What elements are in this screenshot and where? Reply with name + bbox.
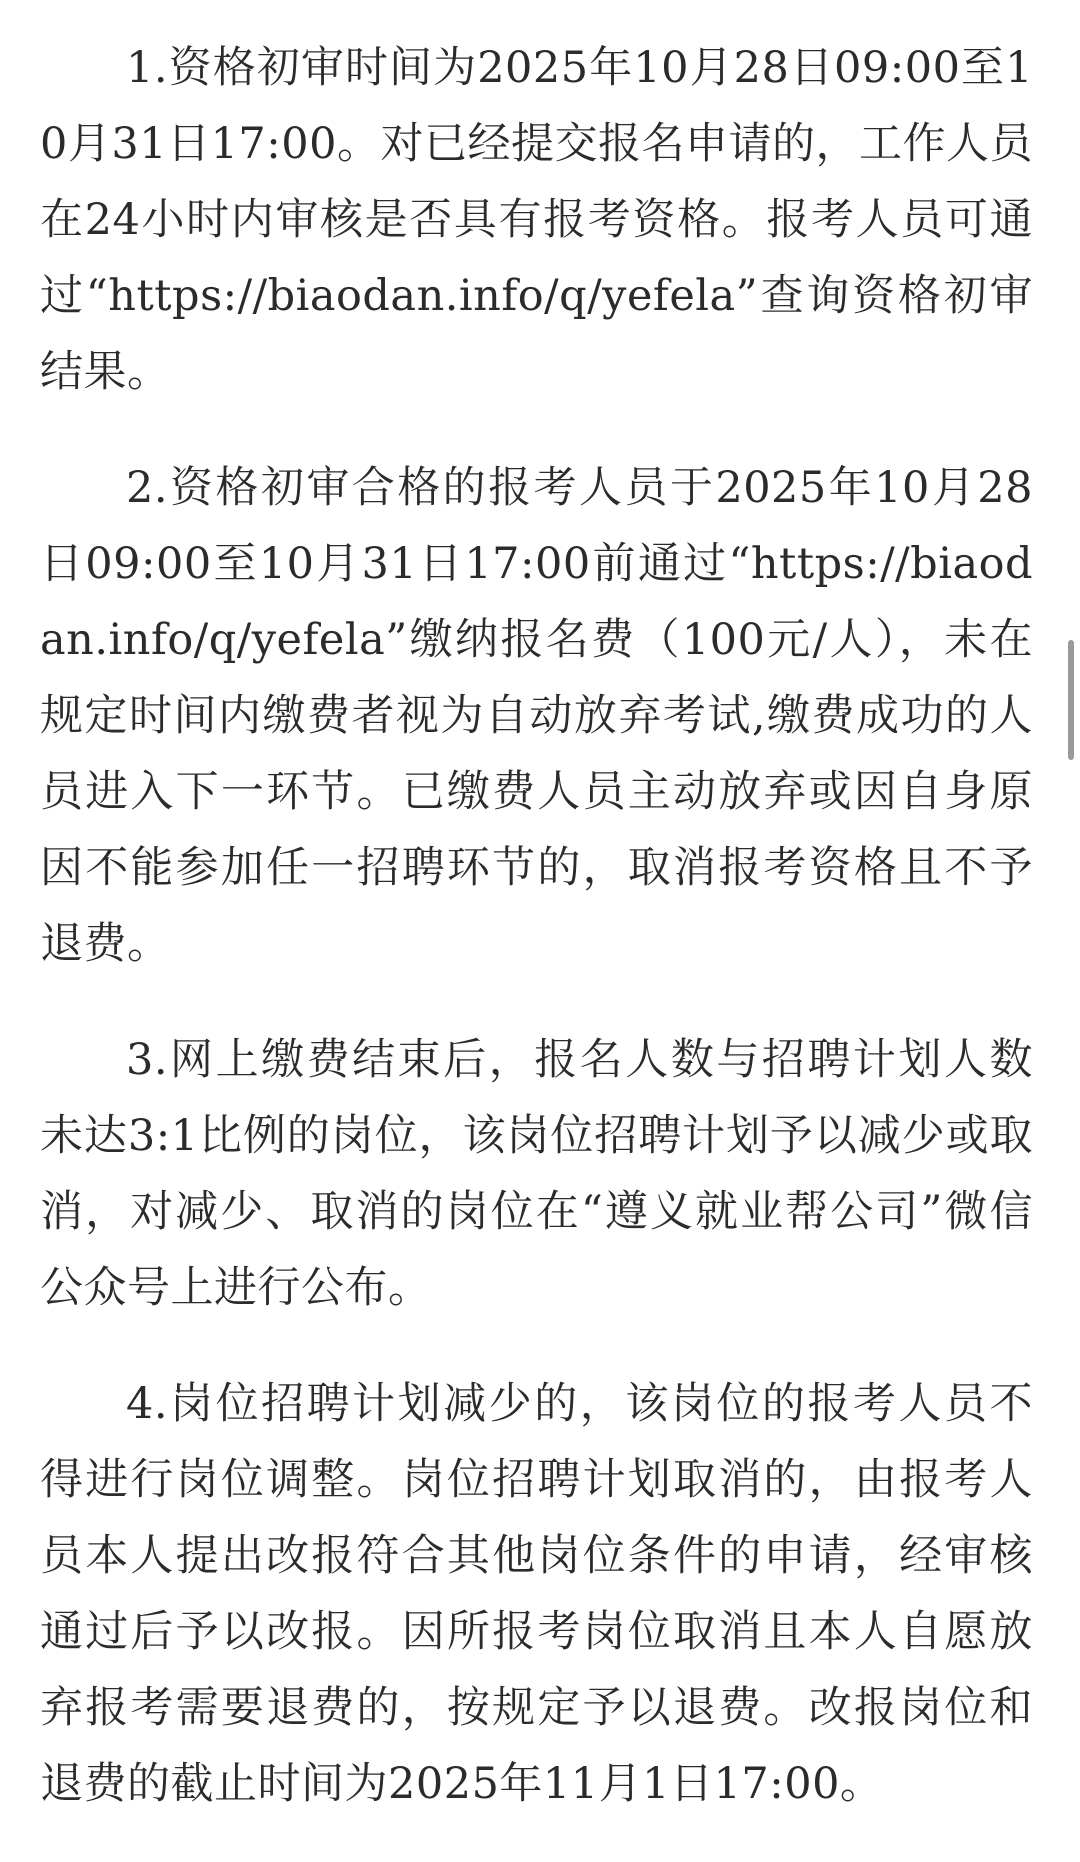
paragraph-position-adjustment: 4.岗位招聘计划减少的，该岗位的报考人员不得进行岗位调整。岗位招聘计划取消的，由报考人员本人提出改报符合其他岗位条件的申请，经审核通过后予以改报。因所报考岗位取消且本人自愿放弃报考需要退费的，按规定予以退费。改报岗位和退费的截止时间为2025年11月1日17:00。 bbox=[40, 1379, 1033, 1809]
paragraph-qualification-review: 1.资格初审时间为2025年10月28日09:00至10月31日17:00。对已经提交报名申请的，工作人员在24小时内审核是否具有报考资格。报考人员可通过“https://biaodan.info/q/yefela”查询资格初审结果。 bbox=[40, 43, 1033, 397]
paragraph-ratio-check: 3.网上缴费结束后，报名人数与招聘计划人数未达3:1比例的岗位，该岗位招聘计划予以减少或取消，对减少、取消的岗位在“遵义就业帮公司”微信公众号上进行公布。 bbox=[40, 1035, 1033, 1313]
article-body bbox=[40, 30, 1033, 1862]
paragraph-fee-payment: 2.资格初审合格的报考人员于2025年10月28日09:00至10月31日17:00前通过“https://biaodan.info/q/yefela”缴纳报名费（100元/人），未在规定时间内缴费者视为自动放弃考试,缴费成功的人员进入下一环节。已缴费人员主动放弃或因自身原因不能参加任一招聘环节的，取消报考资格且不予退费。 bbox=[40, 463, 1033, 969]
scrollbar[interactable] bbox=[1068, 640, 1074, 760]
